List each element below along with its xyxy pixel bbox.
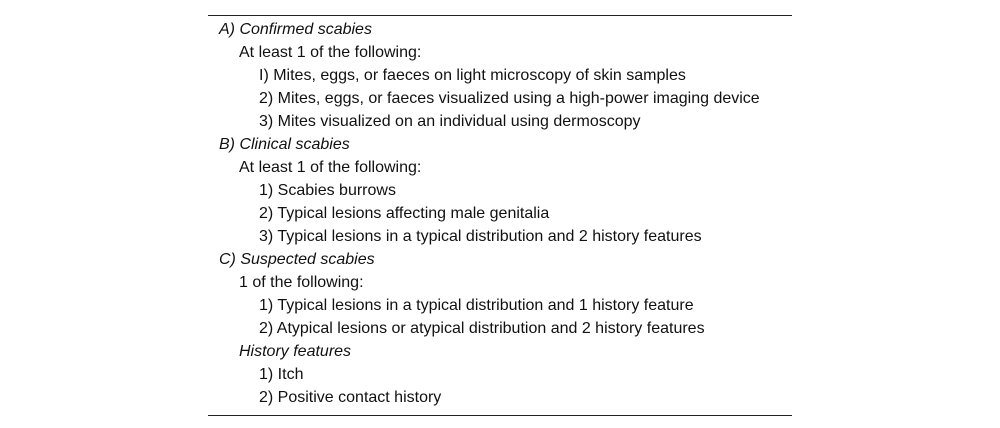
section-a-item-2: 2) Mites, eggs, or faeces visualized using a high-power imaging device: [259, 90, 760, 107]
section-a-item-3: 3) Mites visualized on an individual using dermoscopy: [259, 113, 641, 130]
section-a-heading: A) Confirmed scabies: [219, 21, 372, 38]
section-c-heading: C) Suspected scabies: [219, 251, 375, 268]
history-features-heading: History features: [239, 343, 352, 360]
section-b-item-2: 2) Typical lesions affecting male genitalia: [259, 205, 550, 222]
section-c-intro: 1 of the following:: [239, 274, 364, 291]
section-a-intro: At least 1 of the following:: [239, 44, 422, 61]
section-a-item-1: I) Mites, eggs, or faeces on light microscopy of skin samples: [259, 67, 686, 84]
criteria-table: [208, 15, 792, 416]
section-b-heading: B) Clinical scabies: [219, 136, 350, 153]
history-item-2: 2) Positive contact history: [259, 389, 442, 406]
section-b-item-3: 3) Typical lesions in a typical distribution and 2 history features: [259, 228, 702, 245]
section-c-item-2: 2) Atypical lesions or atypical distribution and 2 history features: [259, 320, 705, 337]
section-b-item-1: 1) Scabies burrows: [259, 182, 396, 199]
section-b-intro: At least 1 of the following:: [239, 159, 422, 176]
section-c-item-1: 1) Typical lesions in a typical distribution and 1 history feature: [259, 297, 694, 314]
history-item-1: 1) Itch: [259, 366, 304, 383]
